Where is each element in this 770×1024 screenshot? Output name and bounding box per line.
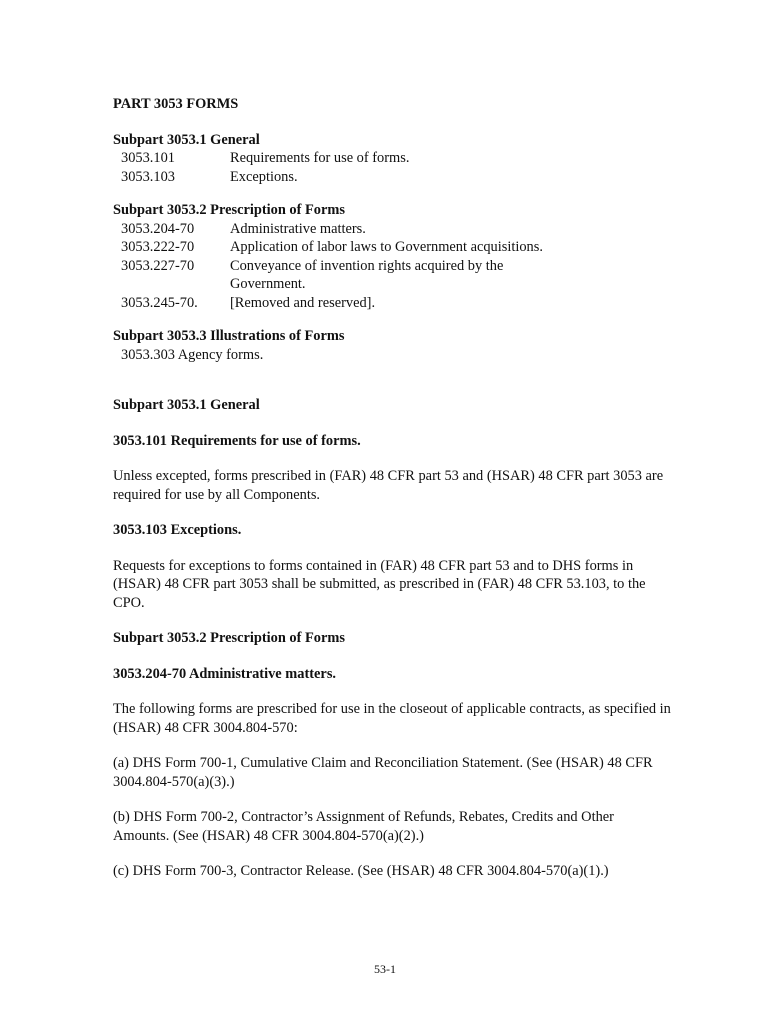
toc-item-number: 3053.227-70 [121, 257, 195, 274]
toc-item-number: 3053.103 [121, 168, 175, 185]
toc-item-number: 3053.204-70 [121, 220, 195, 237]
toc-item-description: Requirements for use of forms. [230, 150, 410, 166]
document-page [113, 95, 673, 898]
part-title: PART 3053 FORMS [113, 96, 239, 112]
toc-item [113, 220, 673, 239]
toc-item-description: Administrative matters. [230, 220, 366, 237]
spacer [113, 379, 673, 396]
toc-heading: Subpart 3053.3 Illustrations of Forms [113, 328, 345, 344]
toc-item-description: Conveyance of invention rights acquired by the Government. [230, 257, 504, 292]
toc-item [113, 257, 673, 294]
section-paragraph: Requests for exceptions to forms contained in (FAR) 48 CFR part 53 and to DHS forms in (HSAR) 48 CFR part 3053 shall be submitted, as prescribed in (FAR) 48 CFR 53.103, to the CPO. [113, 557, 646, 611]
toc-subpart-1 [113, 131, 673, 187]
toc-item-number: 3053.101 [121, 150, 175, 166]
toc-subpart-2 [113, 201, 673, 312]
page-number: 53-1 [374, 962, 396, 976]
toc-item-description: [Removed and reserved]. [230, 294, 376, 311]
toc-item [113, 149, 673, 168]
form-item: (c) DHS Form 700-3, Contractor Release. (See (HSAR) 48 CFR 3004.804-570(a)(1).) [113, 863, 609, 879]
toc-item [113, 294, 673, 313]
form-item: (a) DHS Form 700-1, Cumulative Claim and Reconciliation Statement. (See (HSAR) 48 CFR 3004.804-570(a)(3).) [113, 755, 653, 790]
section-heading: 3053.103 Exceptions. [113, 522, 242, 538]
section-heading: 3053.204-70 Administrative matters. [113, 665, 337, 682]
subpart-heading: Subpart 3053.1 General [113, 397, 260, 413]
section-paragraph: Unless excepted, forms prescribed in (FAR) 48 CFR part 53 and (HSAR) 48 CFR part 3053 are required for use by all Components. [113, 468, 664, 503]
toc-item-description: Application of labor laws to Government acquisitions. [230, 239, 543, 255]
toc-item-number: 3053.245-70. [121, 294, 198, 311]
toc-item [113, 168, 673, 187]
subpart-heading: Subpart 3053.2 Prescription of Forms [113, 630, 345, 646]
toc-subpart-3 [113, 327, 673, 364]
toc-item: 3053.303 Agency forms. [121, 346, 264, 363]
form-item: (b) DHS Form 700-2, Contractor’s Assignment of Refunds, Rebates, Credits and Other Amounts. (See (HSAR) 48 CFR 3004.804-570(a)(2).) [113, 809, 614, 844]
toc-item-description: Exceptions. [230, 168, 298, 185]
section-heading: 3053.101 Requirements for use of forms. [113, 432, 361, 449]
toc-heading: Subpart 3053.1 General [113, 131, 260, 148]
toc-item [113, 238, 673, 257]
toc-item-number: 3053.222-70 [121, 239, 195, 255]
toc-heading: Subpart 3053.2 Prescription of Forms [113, 202, 345, 218]
section-paragraph: The following forms are prescribed for use in the closeout of applicable contracts, as specified in (HSAR) 48 CFR 3004.804-570: [113, 701, 671, 736]
